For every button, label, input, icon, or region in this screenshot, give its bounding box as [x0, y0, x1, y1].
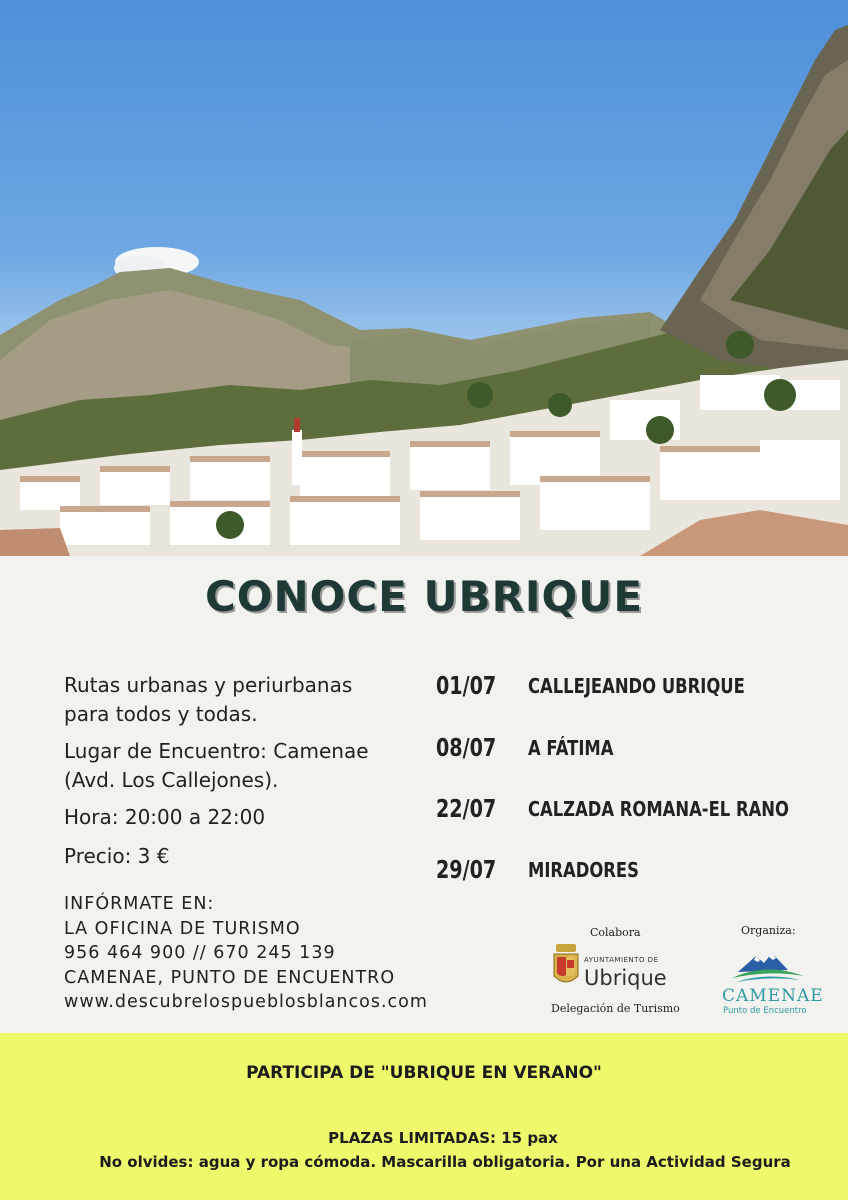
meeting-point-text: Lugar de Encuentro: Camenae (Avd. Los Callejones). — [64, 739, 369, 792]
contact-heading: INFÓRMATE EN: — [64, 894, 215, 914]
camenae-text: CAMENAE — [722, 986, 824, 1006]
schedule-item — [436, 794, 836, 834]
delegacion-label: Delegación de Turismo — [551, 1002, 680, 1015]
ubrique-text: Ubrique — [584, 966, 667, 990]
contact-block — [64, 892, 428, 1015]
footer-band — [0, 1033, 848, 1200]
ayuntamiento-text: AYUNTAMIENTO DE — [584, 956, 659, 964]
contact-camenae: CAMENAE, PUNTO DE ENCUENTRO — [64, 967, 396, 988]
hero-photo — [0, 0, 848, 556]
mountain-icon — [728, 948, 808, 988]
colabora-label: Colabora — [590, 926, 641, 939]
schedule-date: 01/07 — [436, 671, 497, 700]
schedule-date: 08/07 — [436, 733, 497, 762]
contact-phones: 956 464 900 // 670 245 139 — [64, 943, 336, 963]
schedule-item — [436, 671, 836, 711]
contact-website[interactable]: www.descubrelospueblosblancos.com — [64, 992, 428, 1012]
camenae-subtitle: Punto de Encuentro — [723, 1006, 807, 1016]
reminder-text: No olvides: agua y ropa cómoda. Mascarilla obligatoria. Por una Actividad Segura — [99, 1153, 791, 1171]
schedule-date: 29/07 — [436, 855, 497, 884]
price-text: Precio: 3 € — [64, 844, 170, 868]
participa-heading: PARTICIPA DE "UBRIQUE EN VERANO" — [246, 1063, 602, 1083]
camenae-logo — [718, 948, 824, 1018]
hours-text: Hora: 20:00 a 22:00 — [64, 805, 266, 829]
description-text: Rutas urbanas y periurbanas para todos y todas. — [64, 673, 353, 726]
coat-of-arms-icon — [552, 942, 580, 990]
schedule-route: CALZADA ROMANA-EL RANO — [528, 797, 789, 821]
ayuntamiento-ubrique-logo — [552, 942, 672, 992]
schedule-route: CALLEJEANDO UBRIQUE — [528, 674, 745, 698]
schedule-item — [436, 855, 836, 895]
schedule-route: MIRADORES — [528, 858, 639, 882]
organiza-label: Organiza: — [741, 924, 796, 937]
schedule-date: 22/07 — [436, 794, 497, 823]
town-landscape-illustration — [0, 0, 848, 556]
plazas-text: PLAZAS LIMITADAS: 15 pax — [328, 1129, 558, 1147]
page-title: CONOCE UBRIQUE — [204, 572, 644, 621]
schedule-item — [436, 733, 836, 773]
contact-office: LA OFICINA DE TURISMO — [64, 918, 301, 939]
schedule-route: A FÁTIMA — [528, 736, 614, 760]
